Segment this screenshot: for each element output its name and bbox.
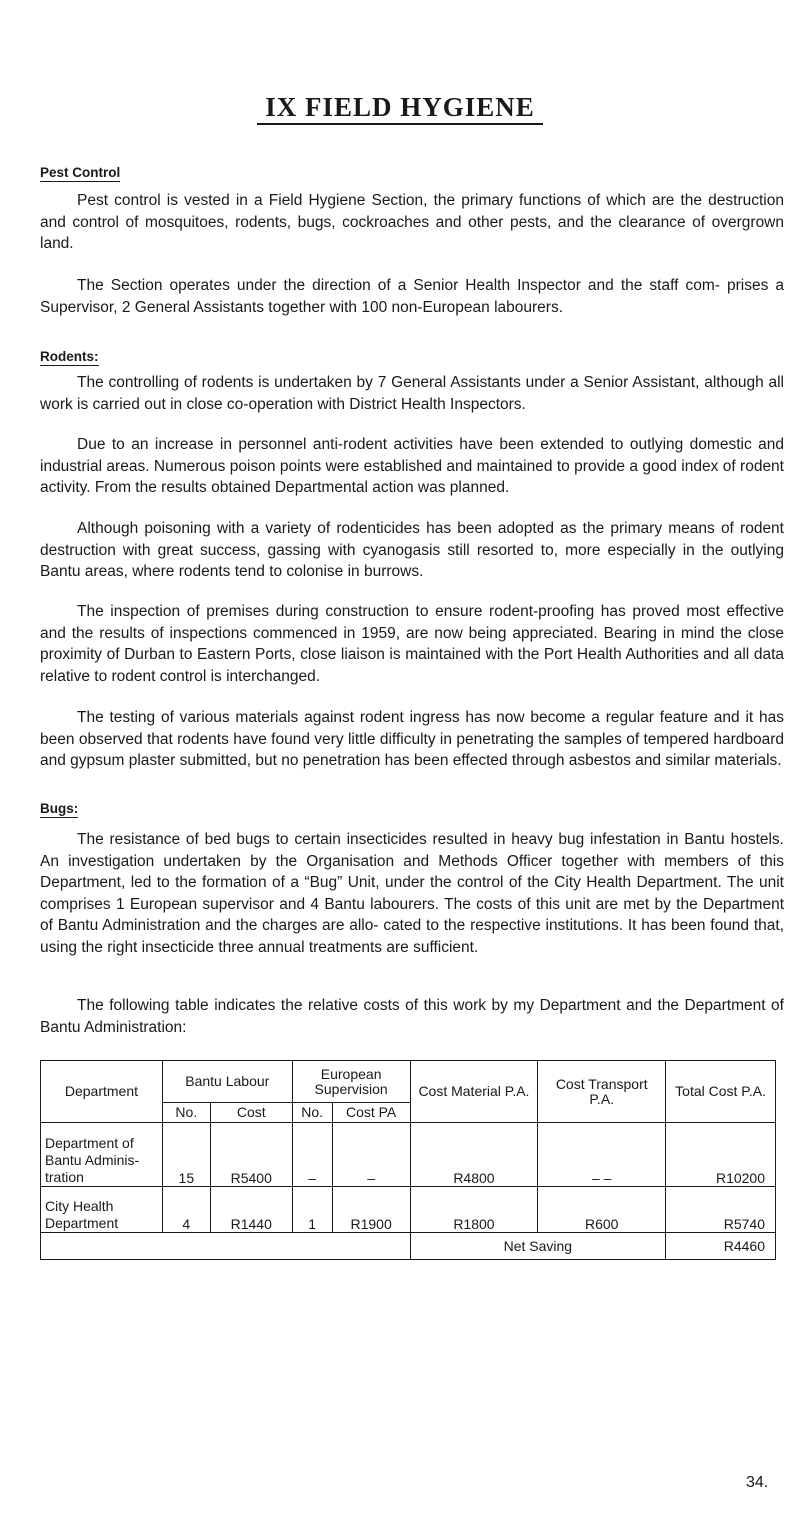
cell-bantu-no: 4 (162, 1187, 210, 1233)
header-european-supervision: European Supervision (292, 1061, 410, 1103)
paragraph: The following table indicates the relative costs of this work by my Department and the Department of Bantu Administration: (40, 997, 784, 1036)
section-heading-pest-control: Pest Control (40, 165, 121, 180)
header-cost-transport: Cost Transport P.A. (538, 1061, 666, 1123)
paragraph: The testing of various materials against rodent ingress has now become a regular feature and it has been observed that rodents have found very little difficulty in penetrating the samples of tempered hardboard and gypsum plaster submitted, but no penetration has been effected through asbestos and similar materials. (40, 709, 784, 769)
paragraph: The resistance of bed bugs to certain insecticides resulted in heavy bug infestation in Bantu hostels. An investigation undertaken by the Organisation and Methods Officer together with members of this Department, led to the formation of a “Bug” Unit, under the control of the City Health Department. The unit comprises 1 European supervisor and 4 Bantu labourers. The costs of this unit are met by the Department of Bantu Administration and the charges are allo- cated to the respective institutions. It has been found that, using the right insecticide three annual treatments are sufficient. (40, 831, 784, 956)
table-row (41, 1187, 776, 1233)
header-department: Department (41, 1061, 163, 1123)
page-title (0, 92, 800, 123)
cell-bantu-cost: R5400 (210, 1123, 292, 1187)
paragraph: The inspection of premises during construction to ensure rodent-proofing has proved most effective and the results of inspections commenced in 1959, are now being appreciated. Bearing in mind the close proximity of Durban to Eastern Ports, close liaison is maintained with the Port Health Authorities and all data relative to rodent control is interchanged. (40, 603, 784, 685)
cell-euro-no: – (292, 1123, 332, 1187)
header-bantu-labour: Bantu Labour (162, 1061, 292, 1103)
cell-material: R4800 (410, 1123, 538, 1187)
cell-euro-cost: – (332, 1123, 410, 1187)
cell-euro-no: 1 (292, 1187, 332, 1233)
paragraph: Although poisoning with a variety of rodenticides has been adopted as the primary means of rodent destruction with great success, gassing with cyanogasis still resorted to, more especially in the outlying Bantu areas, where rodents tend to colonise in burrows. (40, 520, 784, 580)
cell-transport: – – (538, 1123, 666, 1187)
cost-comparison-table (40, 1060, 776, 1260)
table-row (41, 1123, 776, 1187)
paragraph: The Section operates under the direction of a Senior Health Inspector and the staff com- prises a Supervisor, 2 General Assistants together with 100 non-European labourers. (40, 277, 784, 316)
cell-material: R1800 (410, 1187, 538, 1233)
header-bantu-cost: Cost (210, 1103, 292, 1123)
paragraph: The controlling of rodents is undertaken by 7 General Assistants under a Senior Assistant, although all work is carried out in close co-operation with District Health Inspectors. (40, 374, 784, 413)
header-euro-no: No. (292, 1103, 332, 1123)
section-heading-rodents: Rodents: (40, 349, 99, 364)
table-header-row (41, 1061, 776, 1103)
paragraph: Due to an increase in personnel anti-rodent activities have been extended to outlying domestic and industrial areas. Numerous poison points were established and maintained to provide a good index of rodent activity. From the results obtained Departmental action was planned. (40, 436, 784, 496)
cell-bantu-no: 15 (162, 1123, 210, 1187)
page-number: 34. (746, 1474, 769, 1491)
header-bantu-no: No. (162, 1103, 210, 1123)
section-heading-bugs: Bugs: (40, 801, 79, 816)
cell-department: Department of Bantu Adminis- tration (41, 1123, 163, 1187)
header-total-cost: Total Cost P.A. (666, 1061, 776, 1123)
cell-transport: R600 (538, 1187, 666, 1233)
cell-total: R10200 (666, 1123, 776, 1187)
net-saving-spacer (41, 1233, 411, 1260)
cell-bantu-cost: R1440 (210, 1187, 292, 1233)
net-saving-row (41, 1233, 776, 1260)
net-saving-label: Net Saving (410, 1233, 666, 1260)
paragraph: Pest control is vested in a Field Hygiene Section, the primary functions of which are the destruction and control of mosquitoes, rodents, bugs, cockroaches and other pests, and the clearance of overgrown land. (40, 192, 784, 252)
cell-euro-cost: R1900 (332, 1187, 410, 1233)
header-euro-cost-pa: Cost PA (332, 1103, 410, 1123)
header-cost-material: Cost Material P.A. (410, 1061, 538, 1123)
net-saving-value: R4460 (666, 1233, 776, 1260)
cell-total: R5740 (666, 1187, 776, 1233)
cell-department: City Health Department (41, 1187, 163, 1233)
page-title-text: IX FIELD HYGIENE (257, 92, 543, 125)
